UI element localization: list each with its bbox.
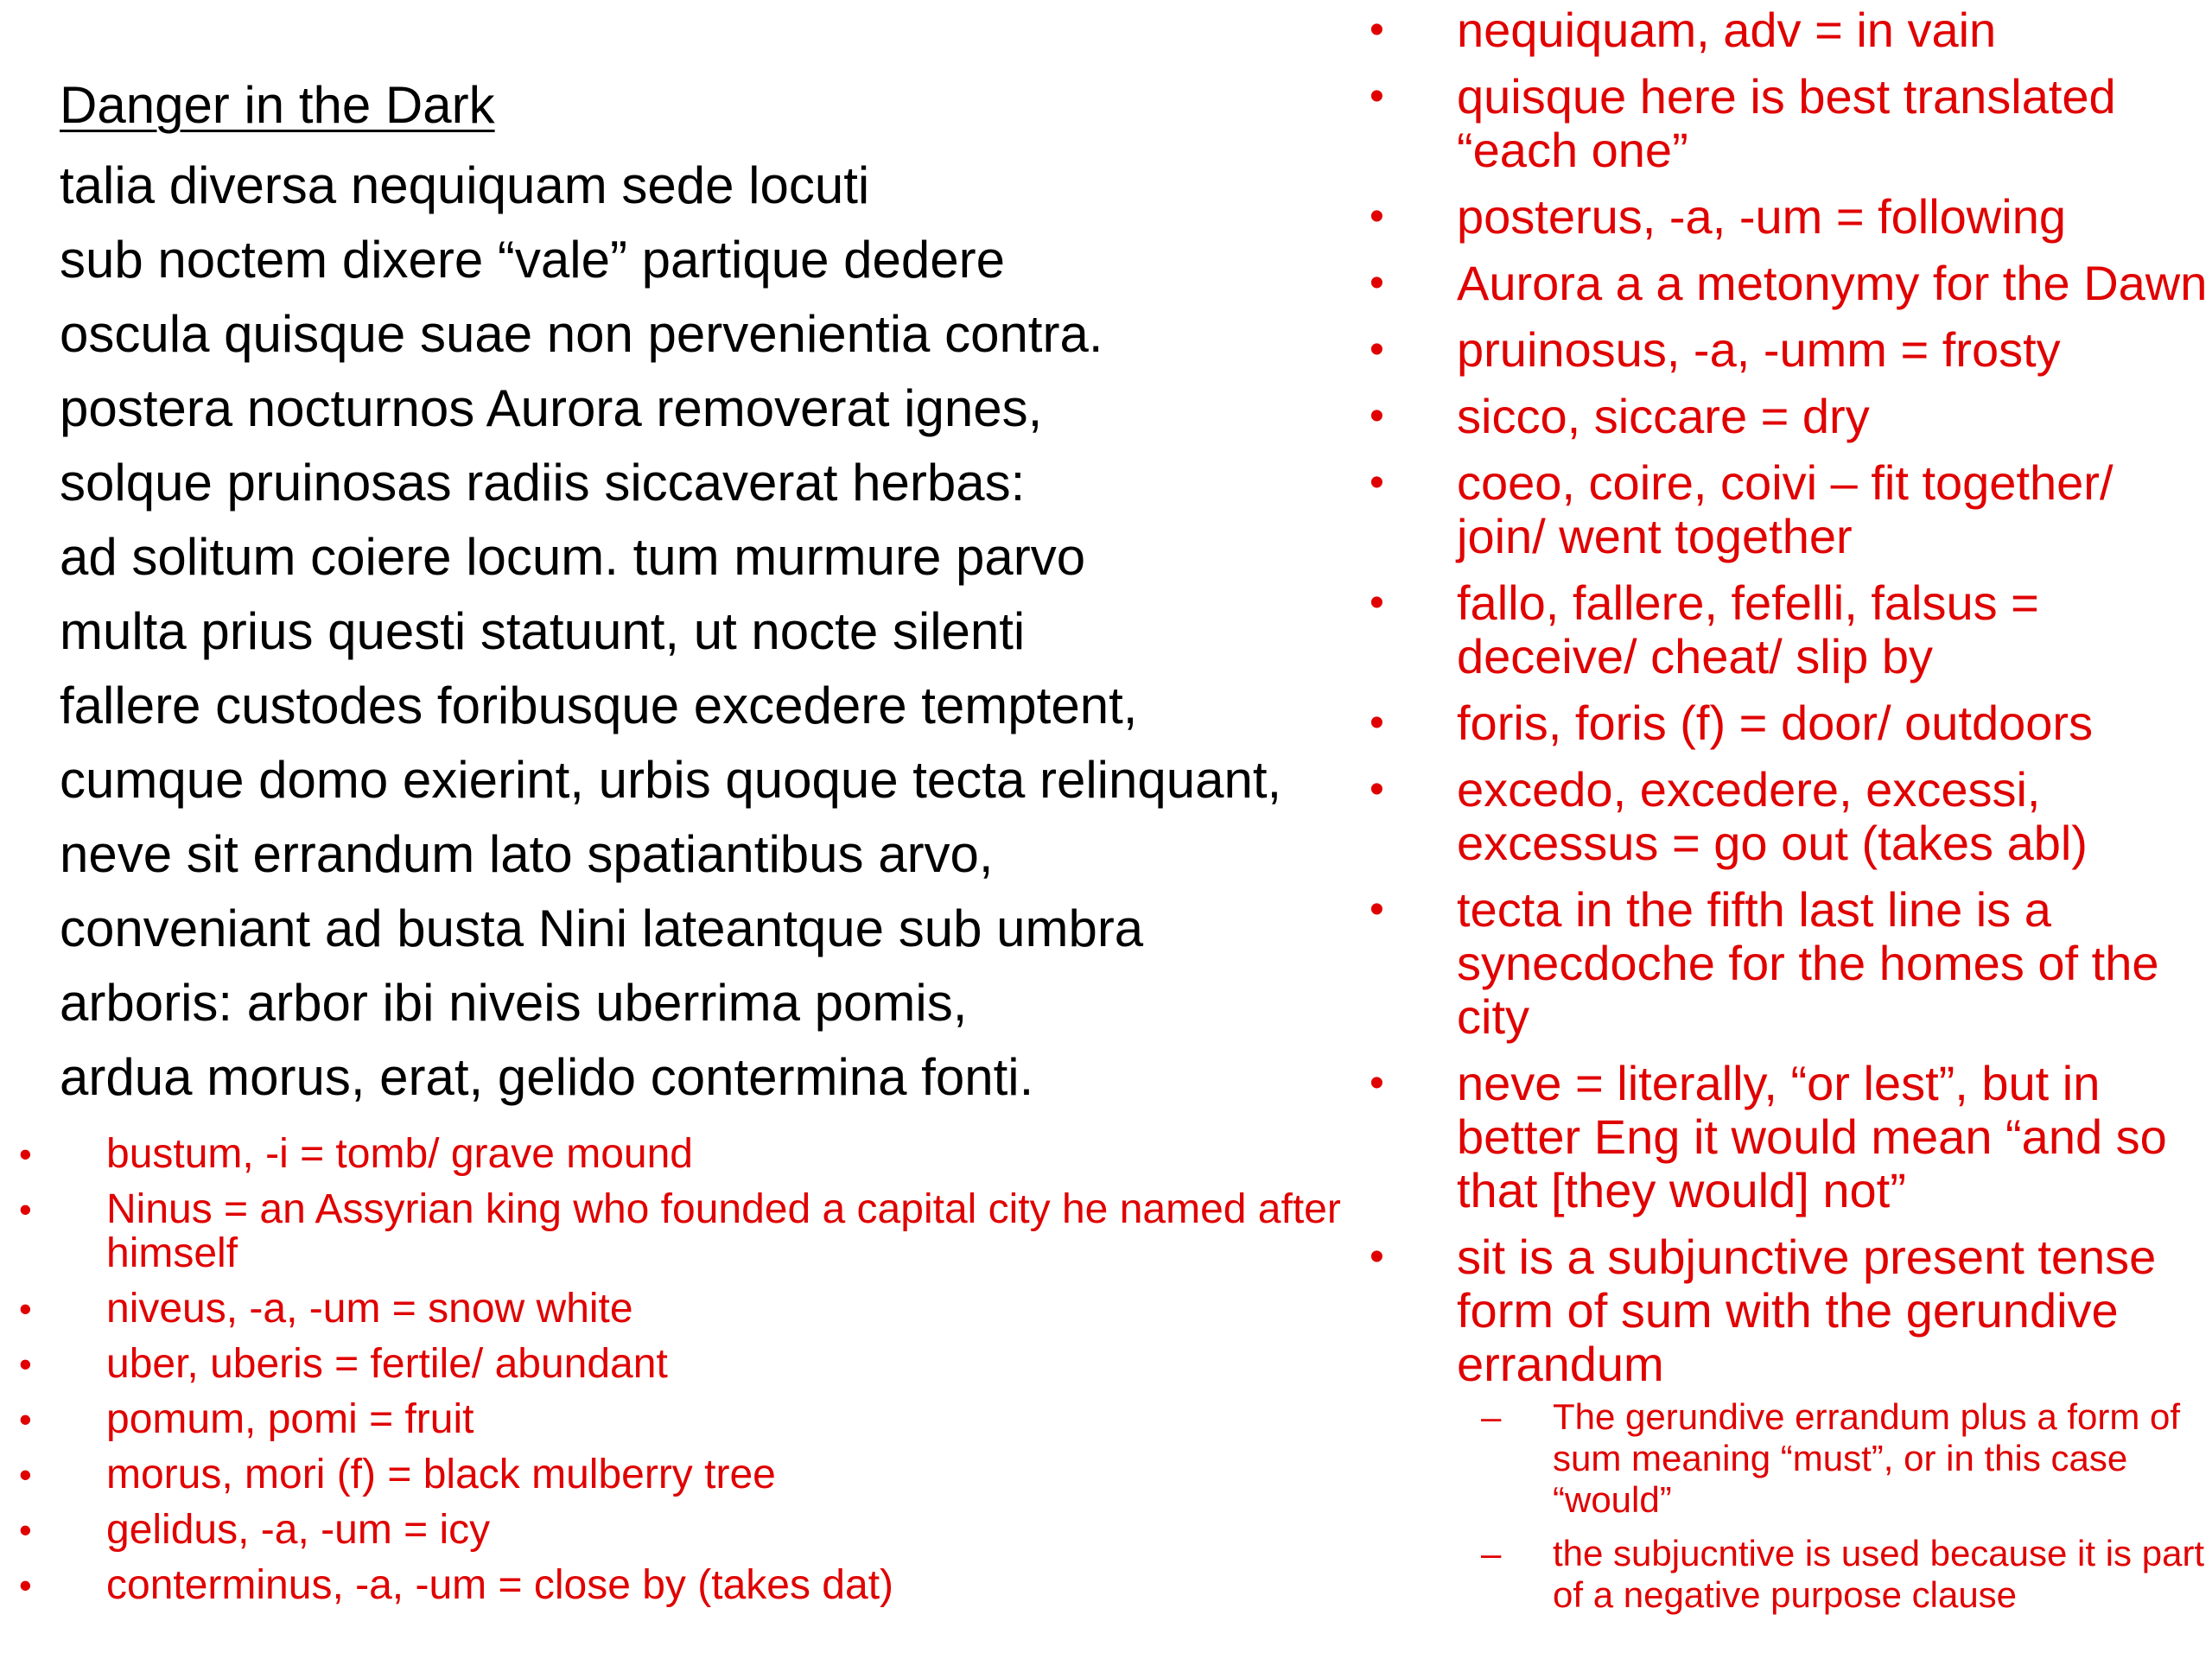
bullet-icon: •	[1370, 327, 1384, 372]
passage-line: multa prius questi statuunt, ut nocte silenti	[60, 602, 1026, 660]
note-text: quisque here is best translated “each one”	[1457, 69, 2116, 177]
bullet-icon: •	[1370, 887, 1384, 932]
passage-line: talia diversa nequiquam sede locuti	[60, 156, 870, 214]
bullet-icon: •	[19, 1454, 32, 1495]
note-item	[1370, 456, 2212, 563]
note-text: foris, foris (f) = door/ outdoors	[1457, 696, 2094, 750]
vocab-text: Ninus = an Assyrian king who founded a capital city he named after himself	[106, 1186, 1341, 1276]
note-text: sit is a subjunctive present tense form of sum with the gerundive errandum	[1457, 1230, 2157, 1391]
passage-title: Danger in the Dark	[60, 76, 495, 134]
vocab-text: pomum, pomi = fruit	[106, 1396, 474, 1442]
note-text: posterus, -a, -um = following	[1457, 189, 2066, 244]
passage-line: fallere custodes foribusque excedere temptent,	[60, 677, 1138, 734]
vocab-text: morus, mori (f) = black mulberry tree	[106, 1452, 776, 1497]
note-item	[1370, 190, 2212, 244]
latin-passage	[60, 74, 1408, 1115]
vocab-text: niveus, -a, -um = snow white	[106, 1286, 633, 1332]
vocab-item	[0, 1397, 1374, 1441]
passage-line: postera nocturnos Aurora removerat ignes,	[60, 379, 1043, 437]
passage-line: sub noctem dixere “vale” partique dedere	[60, 231, 1005, 289]
note-item	[1370, 323, 2212, 377]
note-text: fallo, fallere, fefelli, falsus = deceive/ cheat/ slip by	[1457, 575, 2039, 683]
note-text: coeo, coire, coivi – fit together/ join/ went together	[1457, 455, 2113, 563]
vocab-item	[0, 1508, 1374, 1552]
note-item	[1370, 763, 2212, 870]
note-text: excedo, excedere, excessi, excessus = go out (takes abl)	[1457, 762, 2088, 870]
bullet-icon: •	[1370, 1060, 1384, 1106]
bullet-icon: •	[1370, 260, 1384, 306]
passage-line: neve sit errandum lato spatiantibus arvo,	[60, 825, 994, 883]
passage-lines	[60, 149, 1408, 1115]
note-item	[1370, 257, 2212, 310]
passage-line: arboris: arbor ibi niveis uberrima pomis,	[60, 974, 968, 1032]
passage-line: ardua morus, erat, gelido contermina fonti.	[60, 1048, 1034, 1106]
subnote-text: The gerundive errandum plus a form of sum meaning “must”, or in this case “would”	[1553, 1396, 2181, 1520]
subnotes-list	[1457, 1396, 2212, 1616]
vocab-text: conterminus, -a, -um = close by (takes dat)	[106, 1562, 894, 1608]
bullet-icon: •	[1370, 194, 1384, 239]
note-item	[1370, 390, 2212, 443]
bullet-icon: •	[1370, 393, 1384, 439]
dash-icon: –	[1481, 1533, 1502, 1573]
note-item	[1370, 696, 2212, 750]
note-text: tecta in the fifth last line is a synecdoche for the homes of the city	[1457, 882, 2159, 1044]
note-item	[1370, 1230, 2212, 1616]
dash-icon: –	[1481, 1396, 1502, 1437]
note-text: neve = literally, “or lest”, but in better Eng it would mean “and so that [they would] not”	[1457, 1056, 2167, 1217]
note-text: sicco, siccare = dry	[1457, 389, 1870, 443]
note-item	[1370, 70, 2212, 177]
notes-list	[1370, 3, 2212, 1629]
bullet-icon: •	[1370, 1234, 1384, 1280]
bullet-icon: •	[19, 1288, 32, 1329]
bullet-icon: •	[19, 1344, 32, 1384]
note-text: pruinosus, -a, -umm = frosty	[1457, 322, 2061, 377]
passage-line: solque pruinosas radiis siccaverat herbas:	[60, 454, 1026, 512]
passage-line: ad solitum coiere locum. tum murmure parvo	[60, 528, 1086, 586]
passage-line: conveniant ad busta Nini lateantque sub umbra	[60, 899, 1144, 957]
note-item	[1370, 3, 2212, 57]
subnote-item	[1457, 1533, 2212, 1616]
bullet-icon: •	[1370, 460, 1384, 505]
vocab-item	[0, 1563, 1374, 1607]
bullet-icon: •	[1370, 700, 1384, 746]
bullet-icon: •	[19, 1134, 32, 1174]
vocab-item	[0, 1287, 1374, 1331]
vocab-text: uber, uberis = fertile/ abundant	[106, 1341, 668, 1387]
note-item	[1370, 883, 2212, 1044]
note-item	[1370, 576, 2212, 683]
passage-line: oscula quisque suae non pervenientia contra.	[60, 305, 1103, 363]
note-text: Aurora a a metonymy for the Dawn	[1457, 256, 2208, 310]
vocab-item	[0, 1132, 1374, 1176]
note-text: nequiquam, adv = in vain	[1457, 3, 1997, 57]
bullet-icon: •	[1370, 580, 1384, 626]
note-item	[1370, 1057, 2212, 1217]
vocab-text: gelidus, -a, -um = icy	[106, 1507, 491, 1553]
vocab-item	[0, 1342, 1374, 1386]
vocab-text: bustum, -i = tomb/ grave mound	[106, 1131, 693, 1177]
bullet-icon: •	[1370, 7, 1384, 53]
vocabulary-list	[0, 1132, 1374, 1618]
subnote-item	[1457, 1396, 2212, 1521]
bullet-icon: •	[19, 1510, 32, 1550]
subnote-text: the subjucntive is used because it is part of a negative purpose clause	[1553, 1533, 2205, 1615]
bullet-icon: •	[19, 1565, 32, 1605]
passage-line: cumque domo exierint, urbis quoque tecta relinquant,	[60, 751, 1282, 809]
vocab-item	[0, 1452, 1374, 1497]
bullet-icon: •	[19, 1189, 32, 1230]
bullet-icon: •	[19, 1399, 32, 1440]
bullet-icon: •	[1370, 73, 1384, 119]
vocab-item	[0, 1187, 1374, 1275]
bullet-icon: •	[1370, 766, 1384, 812]
